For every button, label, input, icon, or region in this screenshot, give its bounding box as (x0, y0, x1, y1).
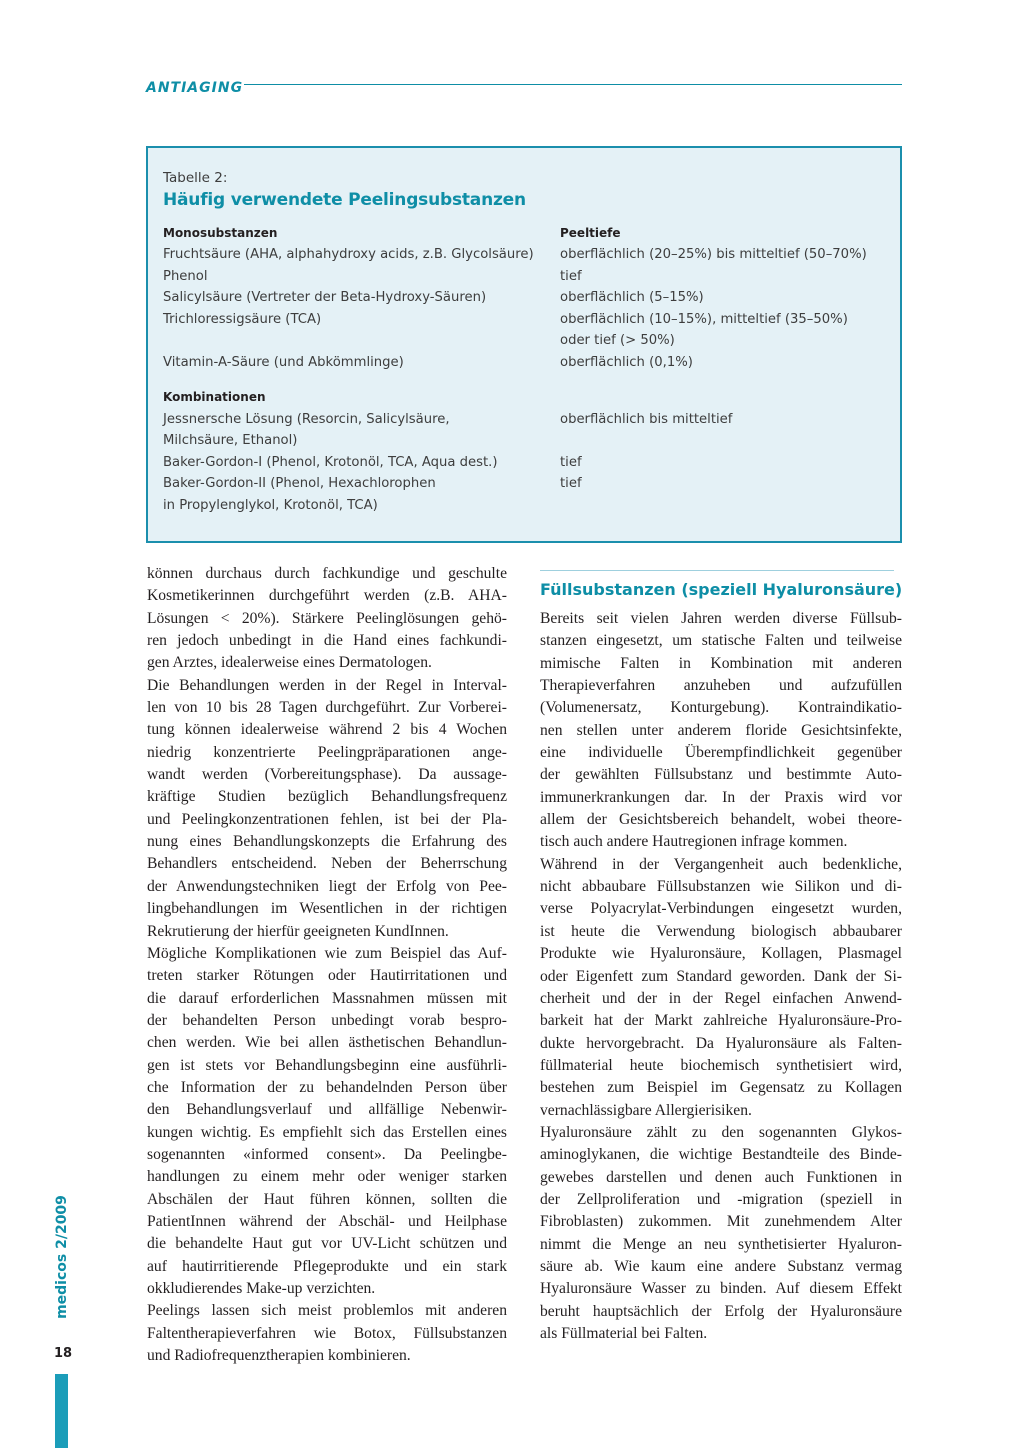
table-row (163, 352, 890, 373)
text-line: vernachlässigbare Allergierisiken. (540, 1101, 752, 1119)
text-line: beruht hauptsächlich der Erfolg der Hyaluronsäure (540, 1302, 902, 1320)
text-line: mimische Falten in Kombination mit anderen (540, 654, 902, 672)
text-line: nung eines Behandlungskonzepts die Erfahrung des (147, 833, 507, 851)
text-line: gen Arztes, idealerweise eines Dermatologen. (147, 654, 432, 672)
table-row (163, 495, 890, 516)
table-header-row (163, 387, 890, 408)
table-cell: Vitamin-A-Säure (und Abkömmlinge) (163, 354, 404, 370)
text-line: immunerkrankungen dar. In der Praxis wird vor (540, 788, 902, 806)
table-caption: Tabelle 2: (163, 170, 228, 186)
side-color-bar (55, 1374, 68, 1448)
text-line: kungen wichtig. Es empfiehlt sich das Erstellen eines (147, 1123, 507, 1141)
text-line: Produkte wie Hyaluronsäure, Kollagen, Plasmagel (540, 945, 902, 963)
table-cell: oder tief (> 50%) (560, 333, 675, 348)
text-line: den Behandlungsverlauf und allfällige Nebenwir- (147, 1101, 507, 1119)
text-line: Bereits seit vielen Jahren werden diverse Füllsub- (540, 610, 902, 627)
text-line: die behandelte Haut gut vor UV-Licht schützen und (147, 1235, 507, 1253)
table-cell: Phenol (163, 268, 208, 284)
table-cell: oberflächlich (5–15%) (560, 290, 704, 305)
text-line: als Füllmaterial bei Falten. (540, 1325, 708, 1342)
text-line: barkeit hat der Markt zahlreiche Hyaluronsäure-Pro- (540, 1012, 902, 1030)
text-line: ren jedoch unbedingt in die Hand eines fachkundi- (147, 632, 507, 650)
peeling-substances-table (146, 146, 902, 543)
table-cell: Baker-Gordon-I (Phenol, Krotonöl, TCA, Aqua dest.) (163, 454, 498, 470)
table-cell: tief (560, 268, 582, 284)
text-line: Therapieverfahren anzuheben und aufzufüllen (540, 677, 902, 695)
text-line: cherheit und der in der Regel einfachen Anwend- (540, 989, 902, 1007)
table-row (163, 266, 890, 287)
text-line: (Volumenersatz, Konturgebung). Kontraindikatio- (540, 699, 902, 717)
table-row (163, 309, 890, 330)
table-row (163, 409, 890, 430)
table-cell: oberflächlich bis mitteltief (560, 411, 733, 427)
section-heading: Füllsubstanzen (speziell Hyaluronsäure) (540, 580, 903, 599)
text-line: nen stellen unter anderem floride Gesichtsinfekte, (540, 721, 902, 739)
table-cell: in Propylenglykol, Krotonöl, TCA) (163, 497, 378, 513)
table-cell: tief (560, 476, 582, 491)
text-line: okkludierendes Make-up verzichten. (147, 1280, 376, 1297)
table-cell: oberflächlich (0,1%) (560, 354, 693, 370)
table-cell: Trichloressigsäure (TCA) (163, 311, 322, 327)
text-line: füllmaterial heute biochemisch synthetisiert wird, (540, 1056, 902, 1074)
heading-rule (540, 570, 894, 571)
text-line: aminoglykanen, die wichtige Bestandteile des Binde- (540, 1146, 902, 1164)
text-line: chen werden. Wie bei allen ästhetischen Behandlun- (147, 1034, 507, 1052)
text-line: dukte hervorgebracht. Da Hyaluronsäure als Falten- (540, 1034, 902, 1052)
table-title: Häufig verwendete Peelingsubstanzen (163, 190, 526, 210)
right-text-column (540, 608, 902, 1345)
table-row (163, 452, 890, 473)
table-header-row (163, 223, 890, 244)
table-cell: Kombinationen (163, 390, 266, 404)
text-line: und Peelingkonzentrationen fehlen, ist bei der Pla- (147, 810, 507, 828)
text-line: auf hautirritierende Pflegeprodukte und ein stark (147, 1257, 507, 1275)
journal-issue-label (52, 1192, 72, 1322)
table-cell: Monosubstanzen (163, 226, 278, 240)
text-line: handlungen zu einem mehr oder weniger starken (147, 1168, 507, 1186)
table-cell: Peeltiefe (560, 226, 621, 240)
table-cell: Salicylsäure (Vertreter der Beta-Hydroxy-Säuren) (163, 290, 487, 305)
section-rule (244, 84, 902, 85)
text-line: len von 10 bis 28 Tagen durchgeführt. Zur Vorberei- (147, 699, 507, 717)
text-line: verse Polyacrylat-Verbindungen eingesetzt wurden, (540, 900, 902, 918)
text-line: oder Eigenfett zum Standard geworden. Dank der Si- (540, 967, 902, 985)
text-line: PatientInnen während der Abschäl- und Heilphase (147, 1212, 507, 1230)
text-line: wandt werden (Vorbereitungsphase). Da aussage- (147, 766, 507, 784)
text-line: der Zellproliferation und -migration (speziell in (540, 1190, 902, 1208)
page-number: 18 (54, 1346, 73, 1361)
text-line: Hyaluronsäure zählt zu den sogenannten Glykos- (540, 1123, 902, 1141)
text-line: Lösungen < 20%). Stärkere Peelinglösungen gehö- (147, 609, 507, 627)
table-cell: oberflächlich (10–15%), mitteltief (35–50%) (560, 311, 848, 327)
text-line: Mögliche Komplikationen wie zum Beispiel das Auf- (147, 944, 507, 962)
text-line: der gewählten Füllsubstanz und bestimmte Auto- (540, 766, 902, 784)
table-row (163, 244, 890, 265)
text-line: niedrig konzentrierte Peelingpräparationen ange- (147, 743, 507, 761)
text-line: Abschälen der Haut führen können, sollten die (147, 1190, 507, 1208)
text-line: allem der Gesichtsbereich behandelt, wobei theore- (540, 811, 902, 829)
text-line: können durchaus durch fachkundige und geschulte (147, 565, 507, 582)
text-line: tung können idealerweise während 2 bis 4 Wochen (147, 721, 507, 739)
text-line: nicht abbaubare Füllsubstanzen wie Silikon und di- (540, 878, 902, 896)
section-label: ANTIAGING (146, 80, 244, 96)
text-line: sogenannten «informed consent». Da Peelingbe- (147, 1145, 507, 1163)
text-line: Fibroblasten) zukommen. Mit zunehmendem Alter (540, 1213, 902, 1231)
table-cell: Baker-Gordon-II (Phenol, Hexachlorophen (163, 476, 436, 491)
text-line: gewebes darstellen und denen auch Funktionen in (540, 1168, 902, 1186)
text-line: che Information der zu behandelnden Person über (147, 1078, 507, 1096)
text-line: Die Behandlungen werden in der Regel in Interval- (147, 676, 507, 694)
table-row (163, 330, 890, 351)
table-cell: Fruchtsäure (AHA, alphahydroxy acids, z.B. Glycolsäure) (163, 247, 534, 262)
text-line: gen ist stets vor Behandlungsbeginn eine ausführli- (147, 1056, 507, 1074)
text-line: treten starker Rötungen oder Hautirritationen und (147, 967, 507, 985)
text-line: bestehen zum Beispiel im Gegensatz zu Kollagen (540, 1079, 902, 1097)
text-line: ist heute die Verwendung biologisch abbaubarer (540, 922, 902, 940)
text-line: Faltentherapieverfahren wie Botox, Füllsubstanzen (147, 1324, 507, 1342)
text-line: und Radiofrequenztherapien kombinieren. (147, 1347, 411, 1365)
text-line: Rekrutierung der hierfür geeigneten KundInnen. (147, 922, 449, 940)
table-row (163, 287, 890, 308)
text-line: Kosmetikerinnen durchgeführt werden (z.B. AHA- (147, 587, 507, 605)
text-line: Behandlers entscheidend. Neben der Beherrschung (147, 855, 507, 873)
table-cell: Jessnersche Lösung (Resorcin, Salicylsäure, (163, 411, 450, 427)
text-line: der Anwendungstechniken liegt der Erfolg von Pee- (147, 877, 507, 895)
text-line: eine individuelle Überempfindlichkeit gegenüber (540, 744, 902, 762)
table-cell: oberflächlich (20–25%) bis mitteltief (50–70%) (560, 247, 867, 262)
table-cell: tief (560, 454, 582, 470)
table-row (163, 430, 890, 451)
text-line: Peelings lassen sich meist problemlos mit anderen (147, 1302, 507, 1320)
text-line: die darauf erforderlichen Massnahmen müssen mit (147, 989, 507, 1007)
text-line: lingbehandlungen im Wesentlichen in der richtigen (147, 900, 507, 918)
text-line: Hyaluronsäure Wasser zu binden. Auf diesem Effekt (540, 1280, 902, 1298)
table-row (163, 473, 890, 494)
text-line: tisch auch andere Hautregionen infrage kommen. (540, 833, 848, 851)
text-line: säure ab. Wie kaum eine andere Substanz vermag (540, 1257, 902, 1275)
left-text-column (147, 563, 507, 1367)
text-line: der behandelten Person unbedingt vorab bespro- (147, 1011, 507, 1029)
journal-issue-text: medicos 2/2009 (54, 1195, 70, 1319)
text-line: kräftige Studien bezüglich Behandlungsfrequenz (147, 788, 507, 806)
text-line: nimmt die Menge an neu synthetisierter Hyaluron- (540, 1235, 902, 1253)
table-cell: Milchsäure, Ethanol) (163, 433, 298, 448)
text-line: Während in der Vergangenheit auch bedenkliche, (540, 855, 902, 873)
text-line: stanzen eingesetzt, um statische Falten und teilweise (540, 632, 902, 650)
